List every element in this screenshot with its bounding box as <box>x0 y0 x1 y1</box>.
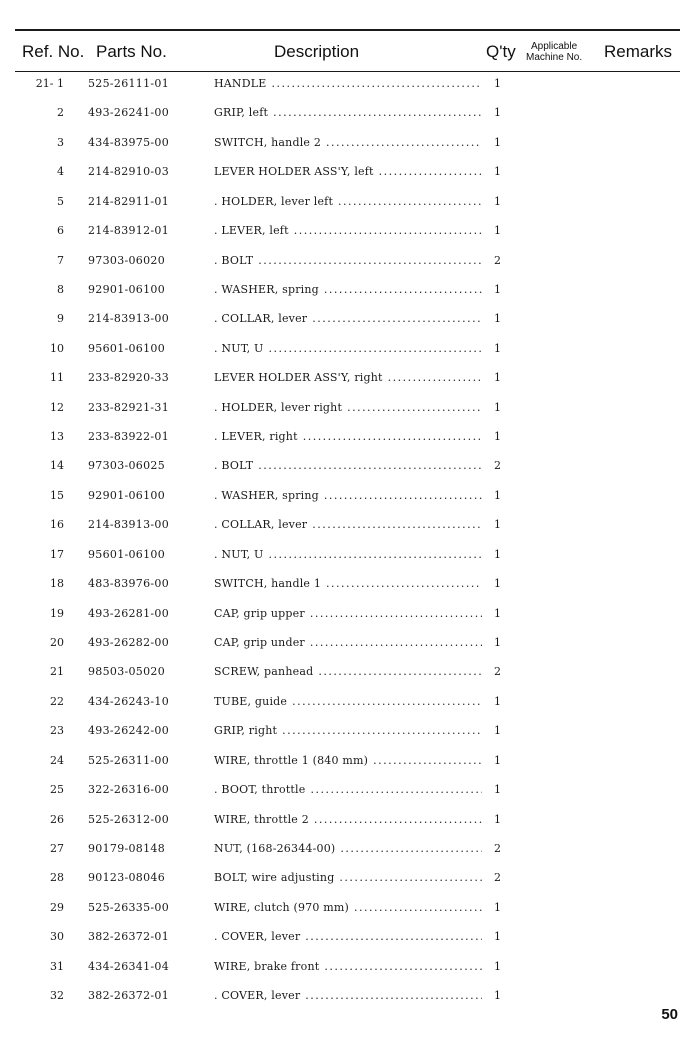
table-row <box>0 103 696 132</box>
table-row <box>0 133 696 162</box>
qty-cell: 1 <box>494 400 501 414</box>
table-row <box>0 74 696 103</box>
ref-no-cell: 4 <box>57 165 64 179</box>
qty-cell: 1 <box>494 135 501 149</box>
ref-no-cell: 3 <box>57 135 64 149</box>
description-cell: HANDLE ..... <box>214 77 482 90</box>
part-no-cell: 214-83913-00 <box>88 312 170 326</box>
ref-no-cell: 19 <box>50 606 64 620</box>
part-no-cell: 493-26282-00 <box>88 636 170 650</box>
header-qty: Q'ty <box>486 42 516 61</box>
table-row <box>0 545 696 574</box>
table-row <box>0 339 696 368</box>
table-row <box>0 692 696 721</box>
qty-cell: 2 <box>494 871 501 885</box>
table-row <box>0 662 696 691</box>
qty-cell: 1 <box>494 636 501 650</box>
table-row <box>0 986 696 1015</box>
qty-cell: 1 <box>494 77 501 90</box>
description-cell: . LEVER, left ..... <box>214 224 482 237</box>
header-applicable-machine-no <box>526 41 582 63</box>
qty-cell: 1 <box>494 106 501 120</box>
description-cell: GRIP, right ..... <box>214 724 482 737</box>
table-row <box>0 192 696 221</box>
qty-cell: 2 <box>494 459 501 473</box>
part-no-cell: 98503-05020 <box>88 665 166 679</box>
qty-cell: 1 <box>494 930 501 944</box>
table-row <box>0 280 696 309</box>
ref-no-cell: 12 <box>50 400 64 414</box>
part-no-cell: 233-82921-31 <box>88 400 170 414</box>
part-no-cell: 95601-06100 <box>88 547 166 561</box>
ref-no-cell: 16 <box>50 518 64 532</box>
header-applicable-line1: Applicable <box>530 41 578 52</box>
ref-no-cell: 7 <box>57 253 64 267</box>
ref-no-cell: 29 <box>50 900 64 914</box>
ref-no-cell: 21- 1 <box>35 77 64 90</box>
part-no-cell: 434-83975-00 <box>88 135 170 149</box>
part-no-cell: 493-26281-00 <box>88 606 170 620</box>
qty-cell: 1 <box>494 783 501 797</box>
table-row <box>0 751 696 780</box>
header-applicable-line2: Machine No. <box>526 52 583 63</box>
table-row <box>0 810 696 839</box>
ref-no-cell: 11 <box>50 371 64 385</box>
part-no-cell: 92901-06100 <box>88 488 166 502</box>
qty-cell: 1 <box>494 577 501 591</box>
part-no-cell: 214-82910-03 <box>88 165 170 179</box>
table-row <box>0 721 696 750</box>
qty-cell: 1 <box>494 989 501 1003</box>
description-cell: CAP, grip under ..... <box>214 636 482 649</box>
description-cell: LEVER HOLDER ASS'Y, right ..... <box>214 371 482 384</box>
part-no-cell: 493-26241-00 <box>88 106 170 120</box>
description-cell: . BOLT ..... <box>214 254 482 267</box>
part-no-cell: 214-83913-00 <box>88 518 170 532</box>
ref-no-cell: 13 <box>50 430 64 444</box>
ref-no-cell: 22 <box>50 694 64 708</box>
description-cell: SWITCH, handle 2 ..... <box>214 136 482 149</box>
ref-no-cell: 24 <box>50 753 64 767</box>
qty-cell: 1 <box>494 753 501 767</box>
qty-cell: 1 <box>494 312 501 326</box>
description-cell: WIRE, brake front ..... <box>214 960 482 973</box>
description-cell: . BOOT, throttle ..... <box>214 783 482 796</box>
part-no-cell: 92901-06100 <box>88 282 166 296</box>
qty-cell: 1 <box>494 488 501 502</box>
description-cell: BOLT, wire adjusting ..... <box>214 871 482 884</box>
qty-cell: 1 <box>494 724 501 738</box>
header-description: Description <box>274 42 360 61</box>
part-no-cell: 483-83976-00 <box>88 577 170 591</box>
description-cell: NUT, (168-26344-00) ..... <box>214 842 482 855</box>
part-no-cell: 95601-06100 <box>88 341 166 355</box>
description-cell: . COLLAR, lever ..... <box>214 518 482 531</box>
part-no-cell: 233-83922-01 <box>88 430 170 444</box>
part-no-cell: 97303-06025 <box>88 459 166 473</box>
table-row <box>0 633 696 662</box>
part-no-cell: 382-26372-01 <box>88 989 170 1003</box>
ref-no-cell: 28 <box>50 871 64 885</box>
table-row <box>0 368 696 397</box>
ref-no-cell: 26 <box>50 812 64 826</box>
ref-no-cell: 31 <box>50 959 64 973</box>
ref-no-cell: 21 <box>50 665 64 679</box>
ref-no-cell: 25 <box>50 783 64 797</box>
table-row <box>0 898 696 927</box>
description-cell: SCREW, panhead ..... <box>214 665 482 678</box>
table-row <box>0 957 696 986</box>
table-row <box>0 162 696 191</box>
qty-cell: 1 <box>494 165 501 179</box>
qty-cell: 1 <box>494 694 501 708</box>
qty-cell: 2 <box>494 253 501 267</box>
qty-cell: 1 <box>494 900 501 914</box>
table-row <box>0 868 696 897</box>
table-row <box>0 486 696 515</box>
qty-cell: 1 <box>494 430 501 444</box>
table-row <box>0 574 696 603</box>
ref-no-cell: 6 <box>57 224 64 238</box>
qty-cell: 1 <box>494 194 501 208</box>
table-row <box>0 251 696 280</box>
table-row <box>0 515 696 544</box>
ref-no-cell: 5 <box>57 194 64 208</box>
part-no-cell: 434-26341-04 <box>88 959 170 973</box>
table-row <box>0 780 696 809</box>
part-no-cell: 97303-06020 <box>88 253 166 267</box>
part-no-cell: 493-26242-00 <box>88 724 170 738</box>
part-no-cell: 233-82920-33 <box>88 371 170 385</box>
table-row <box>0 221 696 250</box>
ref-no-cell: 20 <box>50 636 64 650</box>
ref-no-cell: 30 <box>50 930 64 944</box>
table-row <box>0 427 696 456</box>
qty-cell: 1 <box>494 606 501 620</box>
table-row <box>0 456 696 485</box>
part-no-cell: 214-82911-01 <box>88 194 170 208</box>
ref-no-cell: 32 <box>50 989 64 1003</box>
page-number: 50 <box>661 1006 678 1023</box>
qty-cell: 1 <box>494 812 501 826</box>
part-no-cell: 322-26316-00 <box>88 783 170 797</box>
description-cell: . WASHER, spring ..... <box>214 283 482 296</box>
description-cell: CAP, grip upper ..... <box>214 607 482 620</box>
header-bottom-rule <box>15 71 680 72</box>
part-no-cell: 90179-08148 <box>88 841 166 855</box>
table-row <box>0 839 696 868</box>
ref-no-cell: 18 <box>50 577 64 591</box>
description-cell: WIRE, throttle 1 (840 mm) ..... <box>214 754 482 767</box>
qty-cell: 1 <box>494 371 501 385</box>
part-no-cell: 525-26111-01 <box>88 77 170 90</box>
ref-no-cell: 8 <box>57 282 64 296</box>
parts-table-body <box>0 74 696 1016</box>
table-row <box>0 398 696 427</box>
part-no-cell: 525-26312-00 <box>88 812 170 826</box>
ref-no-cell: 17 <box>50 547 64 561</box>
description-cell: . HOLDER, lever left ..... <box>214 195 482 208</box>
part-no-cell: 382-26372-01 <box>88 930 170 944</box>
description-cell: . BOLT ..... <box>214 459 482 472</box>
header-top-rule <box>15 29 680 31</box>
description-cell: . COVER, lever ..... <box>214 989 482 1002</box>
description-cell: . NUT, U ..... <box>214 548 482 561</box>
description-cell: SWITCH, handle 1 ..... <box>214 577 482 590</box>
qty-cell: 1 <box>494 959 501 973</box>
table-row <box>0 604 696 633</box>
description-cell: . LEVER, right ..... <box>214 430 482 443</box>
description-cell: . COLLAR, lever ..... <box>214 312 482 325</box>
description-cell: . COVER, lever ..... <box>214 930 482 943</box>
part-no-cell: 525-26335-00 <box>88 900 170 914</box>
table-row <box>0 927 696 956</box>
ref-no-cell: 15 <box>50 488 64 502</box>
header-ref-no: Ref. No. <box>22 42 85 61</box>
ref-no-cell: 23 <box>50 724 64 738</box>
qty-cell: 1 <box>494 547 501 561</box>
description-cell: TUBE, guide ..... <box>214 695 482 708</box>
table-row <box>0 309 696 338</box>
ref-no-cell: 14 <box>50 459 64 473</box>
ref-no-cell: 2 <box>57 106 64 120</box>
header-remarks: Remarks <box>604 42 673 61</box>
qty-cell: 2 <box>494 841 501 855</box>
qty-cell: 1 <box>494 518 501 532</box>
description-cell: GRIP, left ..... <box>214 106 482 119</box>
qty-cell: 1 <box>494 341 501 355</box>
description-cell: LEVER HOLDER ASS'Y, left ..... <box>214 165 482 178</box>
description-cell: WIRE, clutch (970 mm) ..... <box>214 901 482 914</box>
part-no-cell: 90123-08046 <box>88 871 166 885</box>
description-cell: . NUT, U ..... <box>214 342 482 355</box>
qty-cell: 1 <box>494 224 501 238</box>
ref-no-cell: 27 <box>50 841 64 855</box>
part-no-cell: 214-83912-01 <box>88 224 170 238</box>
qty-cell: 2 <box>494 665 501 679</box>
ref-no-cell: 9 <box>57 312 64 326</box>
description-cell: . HOLDER, lever right ..... <box>214 401 482 414</box>
qty-cell: 1 <box>494 282 501 296</box>
part-no-cell: 525-26311-00 <box>88 753 170 767</box>
description-cell: . WASHER, spring ..... <box>214 489 482 502</box>
description-cell: WIRE, throttle 2 ..... <box>214 813 482 826</box>
ref-no-cell: 10 <box>50 341 64 355</box>
header-parts-no: Parts No. <box>96 42 167 61</box>
part-no-cell: 434-26243-10 <box>88 694 170 708</box>
